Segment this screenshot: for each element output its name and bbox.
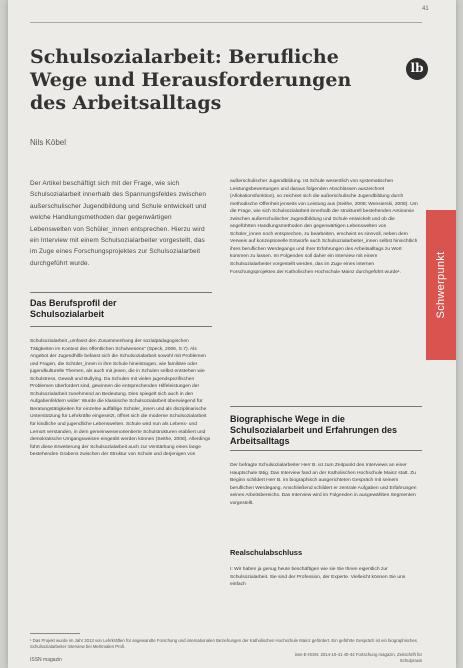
section-rule	[230, 450, 422, 451]
section-body-left: Schulsozialarbeit „umfasst den Zusammenhang der sozialpädagogischen Tätigkeiten im Kontext des öffentlichen Schulwesens“ (Speck, 2006, S.7). Als Angebot der Jugendhilfe befasst sich die Schulsozialarbeit sowohl mit Problemen und Fragen, die Schüler_innen in ihre Schule hineintragen, wie familiäre oder jugendkulturelle Themen, als auch mit jenen, die in Schulen selbst entstehen wie Schulstress, Gewalt und Bullying. Da Schulen mit vielen jugendspezifischen Problemen überfordert sind, gewinnen die entsprechenden Hilfeleistungen der Schulsozialarbeit zunehmend an Bedeutung. Dies spiegelt sich auch in den Aufgabenfeldern wider: Wurde die klassische Schulsozialarbeit überwiegend für Beratungstätigkeiten für einzelne auffällige Schüler_innen und als disziplinarische Unterstützung für Lehrkräfte eingesetzt, öffnet sich die moderne Schulsozialarbeit für kindliche und jugendliche Lebenswelten. Schule wird nun als Lebens- und Lernort verstanden, in dem gemeinwesenorientierte Schulstrukturen etabliert und demokratische Umgangsweisen eingeübt werden können (Seithe, 2008). Allerdings führt diese Erweiterung der Schulsozialarbeit auch zur Verstärkung eines lange bestehenden Grabens zwischen der Struktur von Schule und derjenigen von	[30, 339, 211, 458]
publisher-logo: lb	[406, 58, 428, 80]
page-number: 41	[422, 6, 429, 12]
footer-left: ISSN magazin	[30, 657, 62, 663]
footnote-rule	[30, 633, 80, 634]
article-title: Schulsozialarbeit: Berufliche Wege und Herausforderungen des Arbeitsalltags	[30, 46, 352, 114]
section-heading-berufsprofil: Das Berufsprofil der Schulsozialarbeit	[30, 298, 117, 319]
section-tab-label: Schwerpunkt	[435, 251, 447, 319]
section-tab	[426, 210, 456, 360]
section-rule	[30, 326, 212, 327]
article-abstract: Der Artikel beschäftigt sich mit der Frage, wie sich Schulsozialarbeit innerhalb des Spannungsfeldes zwischen außerschulischer Jugendbildung und Schule entwickelt und welche Handlungsmethoden dar gegenwärtigen Lebenswelten von Schüler_innen entsprechen. Hierzu wird ein Interview mit einem Schulsozialarbeiter vorgestellt, das im Zuge eines Forschungsprojektes zur Schulsozialarbeit durchgeführt wurde.	[30, 180, 207, 267]
section-body-right: außerschulischer Jugendbildung. Ist Schule wesentlich von systematischen Leistungsbewertungen und daraus folgenden Abschlüssen auszeichnet (Allokationsfunktion), so zeichnet sich die außerschulische Jugendbildung durch methodische Offenheit jenseits von Leistung aus (Seithe, 2008; Wensierski, 2008). Um die Frage, wie sich Schulsozialarbeit innerhalb der strukturell bestehenden Antinomie zwischen außerschulischer Jugendbildung und Schule entwickelt und ob die angeführten Handlungsmethoden den gegenwärtigen Lebenswelten von Schüler_innen noch entsprechen, zu bearbeiten, erscheint es sinnvoll, neben dem Verweis auf konzeptionelle Entwürfe auch Schulsozialarbeiter_innen selbst hinsichtlich ihres beruflichen Werdegangs und ihrer Erfahrungen des Arbeitsalltags zu Wort kommen zu lassen. Im Folgenden soll daher ein Interview mit einem Schulsozialarbeiter vorgestellt werden, das im Zuge eines internen Forschungsprojektes der Katholischen Hochschule Mainz durchgeführt wurde¹.	[230, 179, 418, 275]
section-heading-biographische-wege: Biographische Wege in die Schulsozialarbeit und Erfahrungen des Arbeitsalltags	[230, 414, 398, 446]
top-rule	[30, 22, 422, 23]
footer-right: issn-E-ISSN: 2014-10-41 40-44 Fortschung magazin, Zeitschrift für Schulpraxis	[294, 652, 422, 663]
interview-excerpt: I: Wir haben ja genug heute beschäftigen wie sie Sie Ihnen eigentlich zur Schulsozialarbeit. Sie sind der Profession, der Experte. Vielleicht können Sie uns einfach	[230, 567, 406, 588]
footnote: ¹ Das Projekt wurde im Jahr 2013 von Lehrkräften für angewandte Forschung und internationalen Beziehungen der Katholischen Hochschule Mainz gefördert. Ein geführte Gespräch ist ein biographisches Schulsozialarbeiter Interview bei Merkmalen Profi.	[30, 638, 417, 649]
article-author: Nils Köbel	[30, 138, 67, 147]
section-rule	[230, 406, 422, 407]
subheading-realschulabschluss: Realschulabschluss	[230, 548, 303, 557]
document-page	[8, 0, 456, 668]
section2-body: Der befragte Schulsozialarbeiter Herr B. ist zum Zeitpunkt des Interviews an einer Hauptschule tätig. Das Interview fand an der Katholischen Hochschule Mainz statt. Zu Beginn schildert Herr B. im biographisch ausgerichteten Gespräch mit seinem beruflichen Werdegang. Anschließend schildert er zentrale Aufgaben und Erfahrungen seines Arbeitsbereichs. Das Interview wird im Folgenden in ausgewählten Segmenten vorgestellt.	[230, 463, 417, 506]
section-rule	[30, 292, 212, 293]
